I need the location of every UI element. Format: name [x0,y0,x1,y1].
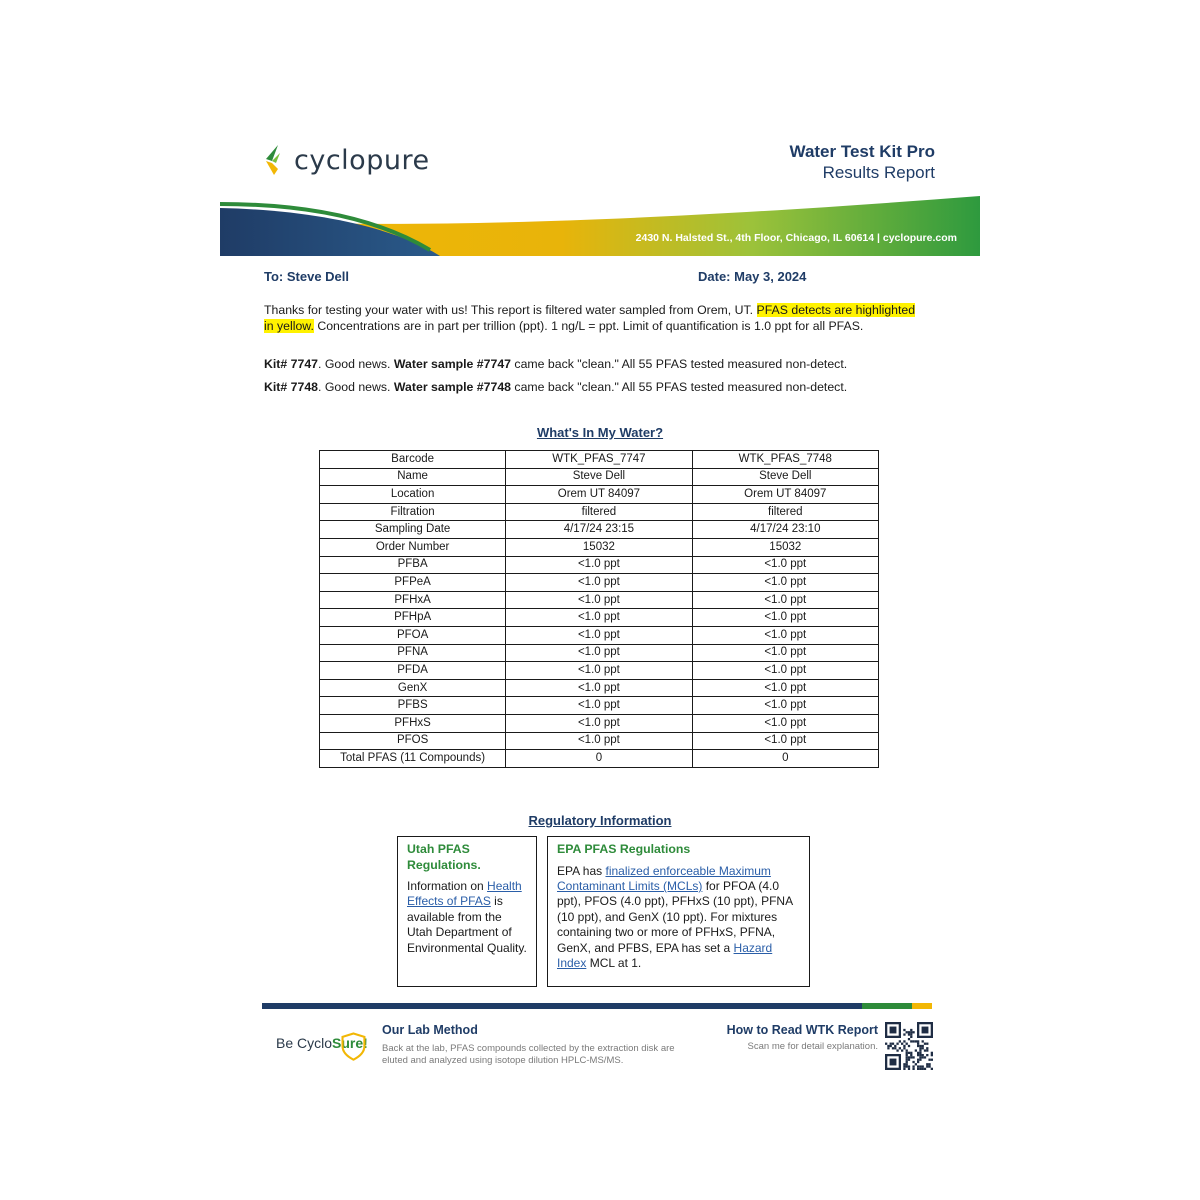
intro-paragraph [264,303,924,334]
header-banner [220,190,980,256]
sample-number: Water sample #7748 [393,380,512,394]
cyclopure-logo [262,140,462,180]
table-row [320,521,879,539]
epa-text-post: MCL at 1. [586,955,642,970]
kit-result-text: came back "clean." All 55 PFAS tested measured non-detect. [511,357,848,371]
company-address: 2430 N. Halsted St., 4th Floor, Chicago, IL 60614 | cyclopure.com [635,232,957,244]
value-cell: <1.0 ppt [506,556,692,574]
value-cell: <1.0 ppt [506,714,692,732]
table-row [320,591,879,609]
regulatory-title: Regulatory Information [528,813,672,828]
row-label-cell: Location [320,486,506,504]
table-row [320,556,879,574]
row-label-cell: PFHxS [320,714,506,732]
kit-text: . Good news. [318,380,394,394]
value-cell: <1.0 ppt [692,679,878,697]
value-cell: Steve Dell [506,468,692,486]
table-row [320,644,879,662]
table-row [320,468,879,486]
intro-text-1: Thanks for testing your water with us! This report is filtered water sampled from Orem, UT. [264,303,757,317]
table-row [320,750,879,768]
table-row [320,451,879,469]
value-cell: WTK_PFAS_7747 [506,451,692,469]
value-cell: <1.0 ppt [506,662,692,680]
row-label-cell: PFBA [320,556,506,574]
intro-text-2: Concentrations are in part per trillion (ppt). 1 ng/L = ppt. Limit of quantification is 1.0 ppt for all PFAS. [313,318,864,333]
lab-method-text: Back at the lab, PFAS compounds collected by the extraction disk are eluted and analyzed using isotope dilution HPLC-MS/MS. [382,1043,675,1066]
sample-number: Water sample #7747 [393,357,512,371]
row-label-cell: PFHpA [320,609,506,627]
table-row [320,626,879,644]
epa-heading: EPA PFAS Regulations [557,842,691,856]
health-effects-link[interactable]: Health Effects of PFAS [407,879,522,909]
utah-regulations-box [397,836,537,987]
cyclosure-shield-icon [340,1030,372,1064]
value-cell: Orem UT 84097 [692,486,878,504]
table-row [320,679,879,697]
value-cell: <1.0 ppt [506,626,692,644]
value-cell: filtered [692,503,878,521]
epa-regulations-box [547,836,810,987]
value-cell: 4/17/24 23:10 [692,521,878,539]
table-row [320,732,879,750]
lab-method-title: Our Lab Method [382,1023,478,1037]
row-label-cell: PFOA [320,626,506,644]
logo-wordmark: cyclopure [294,144,430,176]
value-cell: <1.0 ppt [692,697,878,715]
value-cell: <1.0 ppt [692,591,878,609]
value-cell: Steve Dell [692,468,878,486]
cyclosure-brand-sure: Sure! [332,1035,368,1051]
epa-body [557,864,800,972]
row-label-cell: PFHxA [320,591,506,609]
row-label-cell: Barcode [320,451,506,469]
value-cell: WTK_PFAS_7748 [692,451,878,469]
epa-text-pre: EPA has [557,863,606,878]
value-cell: 15032 [506,538,692,556]
row-label-cell: PFNA [320,644,506,662]
table-row [320,697,879,715]
value-cell: <1.0 ppt [692,574,878,592]
footer-divider [262,1003,932,1009]
value-cell: 4/17/24 23:15 [506,521,692,539]
value-cell: Orem UT 84097 [506,486,692,504]
product-title: Water Test Kit Pro [789,142,935,161]
row-label-cell: PFPeA [320,574,506,592]
value-cell: <1.0 ppt [506,679,692,697]
kit-number: Kit# 7747 [264,357,319,371]
value-cell: 15032 [692,538,878,556]
value-cell: <1.0 ppt [692,714,878,732]
value-cell: <1.0 ppt [506,609,692,627]
table-row [320,538,879,556]
row-label-cell: PFBS [320,697,506,715]
row-label-cell: GenX [320,679,506,697]
table-row [320,662,879,680]
value-cell: <1.0 ppt [692,662,878,680]
qr-code-icon[interactable] [885,1022,933,1070]
row-label-cell: Total PFAS (11 Compounds) [320,750,506,768]
table-row [320,714,879,732]
value-cell: <1.0 ppt [506,732,692,750]
intro-highlight: PFAS detects are highlighted in yellow. [264,303,916,333]
cyclosure-brand-pre: Be Cyclo [276,1035,333,1051]
kit-number: Kit# 7748 [264,380,319,394]
row-label-cell: Filtration [320,503,506,521]
mcl-link[interactable]: finalized enforceable Maximum Contaminant Limits (MCLs) [557,863,771,893]
utah-text-pre: Information on [407,879,488,893]
how-to-read-text: Scan me for detail explanation. [747,1041,878,1052]
kit-text: . Good news. [318,357,394,371]
results-table [319,450,879,768]
row-label-cell: PFDA [320,662,506,680]
table-row [320,609,879,627]
kit-result-line [264,357,847,371]
row-label-cell: Sampling Date [320,521,506,539]
utah-body [407,879,527,956]
value-cell: 0 [506,750,692,768]
value-cell: filtered [506,503,692,521]
table-row [320,486,879,504]
epa-text-mid: for PFOA (4.0 ppt), PFOS (4.0 ppt), PFHxS (10 ppt), PFNA (10 ppt), and GenX (10 ppt). For mixtures containing two or more of PFHxS, PFNA, GenX, and PFBS, EPA has set a [557,878,793,955]
value-cell: <1.0 ppt [506,591,692,609]
kit-result-text: came back "clean." All 55 PFAS tested measured non-detect. [511,380,848,394]
table-row [320,503,879,521]
kit-result-line [264,380,847,394]
cyclopure-logo-icon [262,143,288,177]
utah-text-post: is available from the Utah Department of Environmental Quality. [407,894,527,955]
table-title: What's In My Water? [536,425,664,440]
value-cell: <1.0 ppt [692,556,878,574]
report-date: Date: May 3, 2024 [698,269,807,284]
product-subtitle: Results Report [822,163,935,182]
value-cell: <1.0 ppt [692,732,878,750]
value-cell: <1.0 ppt [506,644,692,662]
value-cell: <1.0 ppt [692,609,878,627]
how-to-read-title: How to Read WTK Report [726,1023,878,1037]
value-cell: <1.0 ppt [506,697,692,715]
table-row [320,574,879,592]
hazard-index-link[interactable]: Hazard Index [557,940,773,970]
value-cell: <1.0 ppt [692,626,878,644]
value-cell: <1.0 ppt [692,644,878,662]
utah-heading: Utah PFAS Regulations. [407,842,481,872]
recipient-name: To: Steve Dell [264,269,350,284]
row-label-cell: Order Number [320,538,506,556]
row-label-cell: PFOS [320,732,506,750]
value-cell: 0 [692,750,878,768]
value-cell: <1.0 ppt [506,574,692,592]
row-label-cell: Name [320,468,506,486]
